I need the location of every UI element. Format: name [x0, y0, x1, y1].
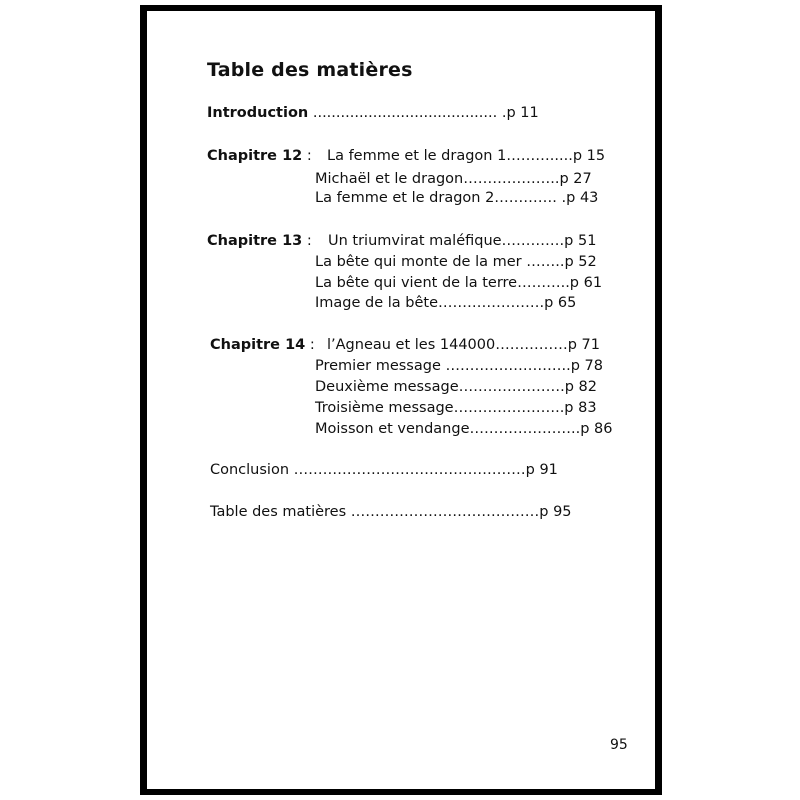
toc-entry-conclusion: Conclusion …………………………………………p 91 — [210, 462, 558, 478]
chapter-separator: : — [305, 337, 315, 353]
toc-entry: l’Agneau et les 144000……………p 71 — [327, 337, 601, 353]
chapter-heading: Chapitre 12 — [207, 148, 303, 164]
toc-chapter-12 — [207, 147, 312, 165]
toc-entry: La femme et le dragon 1……….....p 15 — [327, 148, 606, 164]
toc-chapter-13 — [207, 232, 312, 250]
chapter-separator: : — [302, 233, 312, 249]
toc-entry: Deuxième message………………….p 82 — [315, 379, 597, 395]
introduction-label: Introduction — [207, 105, 309, 121]
toc-entry: Un triumvirat maléfique………….p 51 — [328, 233, 597, 249]
toc-chapter-14 — [210, 336, 315, 354]
toc-entry-introduction — [207, 104, 539, 122]
toc-entry: La bête qui monte de la mer ……..p 52 — [315, 254, 597, 270]
toc-entry: Moisson et vendange…………………..p 86 — [315, 421, 613, 437]
toc-title: Table des matières — [207, 59, 413, 81]
introduction-leader: ........................................ .p 11 — [308, 105, 539, 121]
page-number: 95 — [610, 737, 628, 753]
chapter-heading: Chapitre 14 — [210, 337, 306, 353]
toc-entry: Premier message ……………………..p 78 — [315, 358, 603, 374]
toc-entry: La femme et le dragon 2…………. .p 43 — [315, 190, 599, 206]
toc-entry: Michaël et le dragon………………..p 27 — [315, 171, 592, 187]
toc-entry: Image de la bête………………….p 65 — [315, 295, 577, 311]
toc-entry: La bête qui vient de la terre………..p 61 — [315, 275, 603, 291]
toc-entry-table: Table des matières …………………………………p 95 — [210, 504, 572, 520]
toc-entry: Troisième message…………………..p 83 — [315, 400, 597, 416]
chapter-separator: : — [302, 148, 312, 164]
chapter-heading: Chapitre 13 — [207, 233, 303, 249]
